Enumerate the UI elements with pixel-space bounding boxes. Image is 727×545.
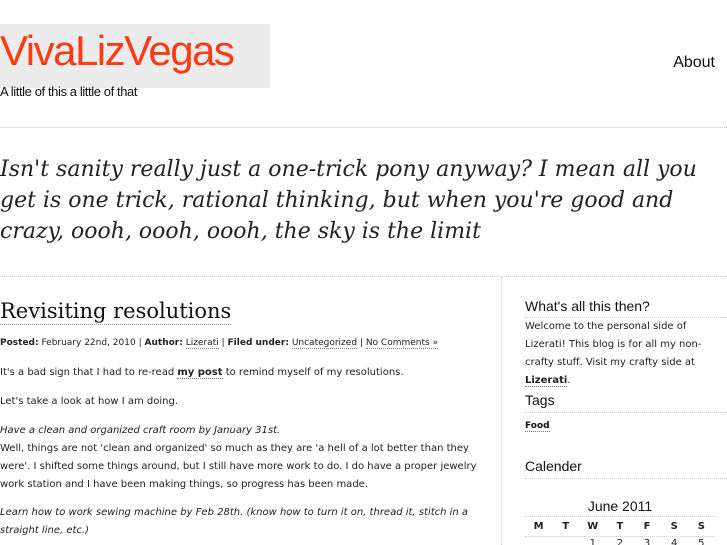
calendar-day: 2 [616, 538, 624, 545]
author-link[interactable]: Lizerati [185, 338, 219, 348]
calendar-day [525, 538, 552, 545]
header-divider [0, 127, 727, 128]
goal-text: Have a clean and organized craft room by January 31st. [0, 425, 281, 436]
nav-link-about[interactable]: About [673, 54, 715, 71]
author-label: Author: [144, 338, 183, 348]
sidebar-divider [501, 277, 502, 545]
comments-link[interactable]: No Comments » [365, 338, 439, 348]
weekday-label: S [697, 521, 705, 532]
post-goal [0, 422, 480, 440]
sidebar-about-heading: What's all this then? [525, 298, 650, 314]
calendar-day: 3 [643, 538, 651, 545]
sidebar-calendar-heading: Calender [525, 458, 582, 474]
calendar-rule [525, 536, 715, 537]
sidebar-about-text [525, 318, 725, 390]
weekday-label: W [587, 521, 599, 532]
calendar-day: 4 [671, 538, 678, 545]
weekday-label: F [643, 521, 651, 532]
category-link[interactable]: Uncategorized [291, 338, 358, 348]
calendar-day: 5 [698, 538, 705, 545]
my-post-link[interactable]: my post [177, 367, 223, 378]
post-paragraph: Let's take a look at how I am doing. [0, 396, 179, 407]
weekday-label: T [616, 521, 624, 532]
sidebar-tags-heading: Tags [525, 392, 555, 408]
post-text: It's a bad sign that I had to re-read [0, 367, 178, 378]
lizerati-link[interactable]: Lizerati [525, 375, 568, 386]
about-text: Welcome to the personal side of Lizerati! This blog is for all my non-crafty stuff. Visit my crafty side at [525, 321, 702, 368]
about-text-end: . [567, 375, 571, 386]
post-title-link[interactable]: Revisiting resolutions [0, 300, 231, 325]
post-paragraph: Well, things are not 'clean and organized' so much as they are 'a hell of a lot better than they were'. I shifted some things around, but I still have more work to do. I do have a proper jewelry work station and I have been making things, so progress has been made. [0, 443, 477, 490]
post-meta [0, 338, 500, 348]
post-goal [0, 504, 478, 540]
meta-separator: | [359, 338, 363, 348]
tag-food[interactable]: Food [525, 421, 550, 431]
meta-separator: | [221, 338, 225, 348]
posted-date: February 22nd, 2010 [41, 338, 136, 348]
post-text: to remind myself of my resolutions. [222, 367, 404, 378]
quote-divider [0, 276, 727, 277]
post-paragraph [0, 364, 480, 382]
calendar-day [552, 538, 579, 545]
calendar-caption: June 2011 [587, 498, 653, 514]
calendar-day: 1 [589, 538, 596, 545]
meta-separator: | [138, 338, 142, 348]
posted-label: Posted: [0, 338, 39, 348]
sidebar-rule [525, 412, 727, 413]
site-logo[interactable]: VivaLizVegas [0, 27, 234, 74]
calendar-weekday-row [525, 521, 715, 532]
weekday-label: S [670, 521, 678, 532]
goal-text: Learn how to work sewing machine by Feb 28th. (know how to turn it on, thread it, stitch in a straight line, etc.) [0, 507, 469, 536]
site-tagline: A little of this a little of that [0, 84, 138, 99]
filed-label: Filed under: [227, 338, 289, 348]
weekday-label: T [562, 521, 570, 532]
sidebar-rule [525, 478, 727, 479]
weekday-label: M [533, 521, 544, 532]
calendar-week-row [525, 538, 715, 545]
calendar-rule [525, 516, 715, 517]
header-quote: Isn't sanity really just a one-trick pony anyway? I mean all you get is one trick, rational thinking, but when you're good and crazy, oooh, oooh, oooh, the sky is the limit [0, 157, 697, 244]
